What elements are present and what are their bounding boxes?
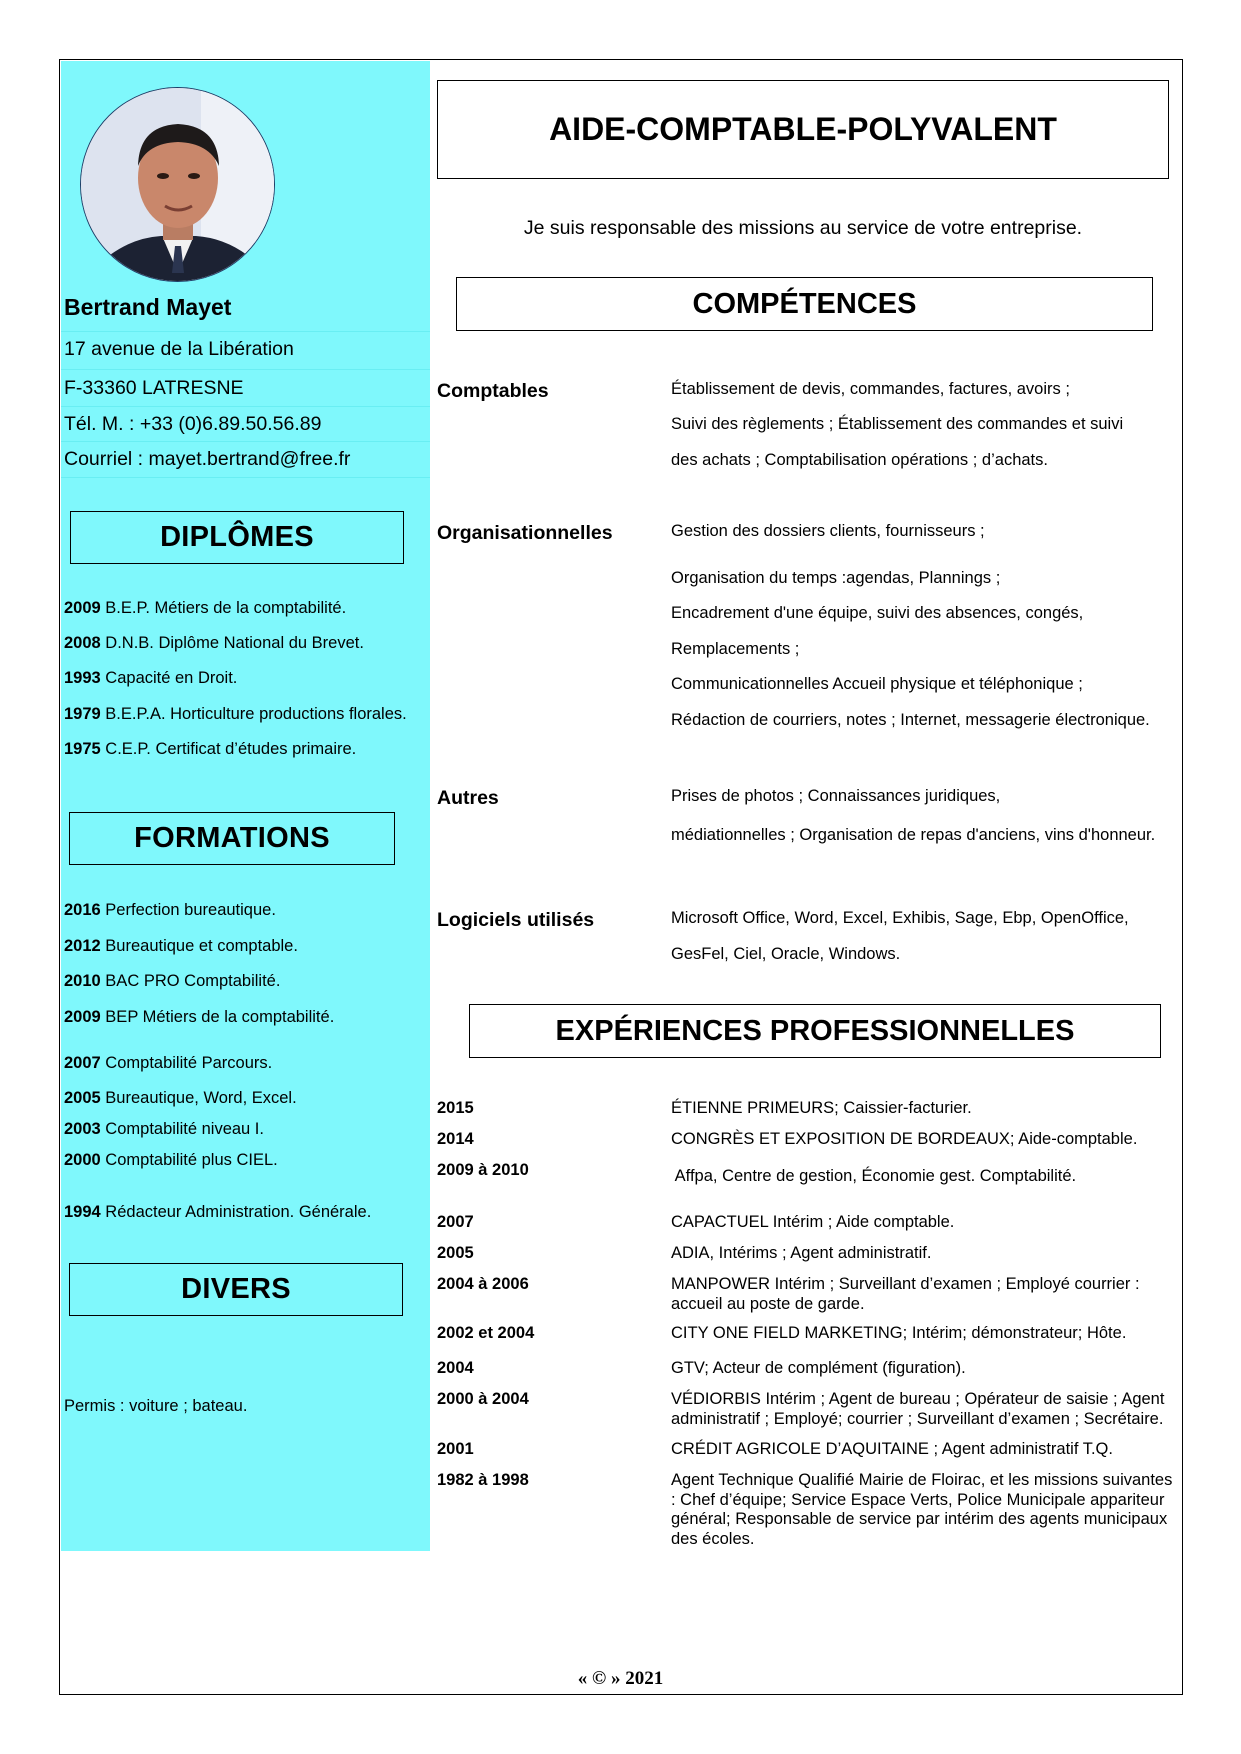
tagline: Je suis responsable des missions au service de votre entreprise. — [523, 217, 1083, 239]
experience-description: Affpa, Centre de gestion, Économie gest. Comptabilité. — [671, 1167, 1077, 1185]
experiences-heading: EXPÉRIENCES PROFESSIONNELLES — [469, 1004, 1161, 1058]
competence-category: Comptables — [437, 380, 549, 402]
profile-name: Bertrand Mayet — [64, 294, 232, 320]
competence-detail: Prises de photos ; Connaissances juridiques, — [671, 787, 1001, 805]
competence-category: Organisationnelles — [437, 522, 613, 544]
job-title: AIDE-COMPTABLE-POLYVALENT — [437, 80, 1169, 179]
experience-description: VÉDIORBIS Intérim ; Agent de bureau ; Opérateur de saisie ; Agent administratif ; Employé; courrier ; Surveillant d’examen ; Secrétaire. — [671, 1390, 1165, 1428]
experience-description: CONGRÈS ET EXPOSITION DE BORDEAUX; Aide-comptable. — [671, 1130, 1138, 1148]
experience-description: CITY ONE FIELD MARKETING; Intérim; démonstrateur; Hôte. — [671, 1324, 1127, 1342]
experience-description: ADIA, Intérims ; Agent administratif. — [671, 1244, 932, 1262]
diplome-item: 2008 D.N.B. Diplôme National du Brevet. — [64, 634, 364, 652]
diplome-item: 1975 C.E.P. Certificat d’études primaire. — [64, 740, 357, 758]
sidebar-divider — [61, 331, 430, 332]
divers-heading: DIVERS — [69, 1263, 403, 1316]
formation-item: 2012 Bureautique et comptable. — [64, 937, 298, 955]
competence-detail: Établissement de devis, commandes, factures, avoirs ; — [671, 380, 1070, 398]
competence-detail: GesFel, Ciel, Oracle, Windows. — [671, 945, 901, 963]
divers-text: Permis : voiture ; bateau. — [64, 1397, 248, 1415]
competence-category: Logiciels utilisés — [437, 909, 595, 931]
sidebar-divider — [61, 441, 430, 442]
address-line-2: F-33360 LATRESNE — [64, 377, 244, 399]
formation-item: 2016 Perfection bureautique. — [64, 901, 276, 919]
experience-year: 2001 — [437, 1440, 474, 1458]
diplome-item: 1979 B.E.P.A. Horticulture productions florales. — [64, 705, 407, 723]
formation-item: 2003 Comptabilité niveau I. — [64, 1120, 264, 1138]
formation-item: 1994 Rédacteur Administration. Générale. — [64, 1203, 372, 1221]
experience-description: ÉTIENNE PRIMEURS; Caissier-facturier. — [671, 1099, 972, 1117]
experience-description: GTV; Acteur de complément (figuration). — [671, 1359, 966, 1377]
competence-detail: Microsoft Office, Word, Excel, Exhibis, Sage, Ebp, OpenOffice, — [671, 909, 1129, 927]
sidebar — [61, 61, 430, 1551]
avatar — [80, 87, 275, 282]
experience-year: 2009 à 2010 — [437, 1161, 529, 1179]
experience-description: CAPACTUEL Intérim ; Aide comptable. — [671, 1213, 955, 1231]
sidebar-divider — [61, 406, 430, 407]
competence-detail: Gestion des dossiers clients, fournisseurs ; — [671, 522, 985, 540]
experience-year: 1982 à 1998 — [437, 1471, 529, 1489]
experience-description: CRÉDIT AGRICOLE D’AQUITAINE ; Agent administratif T.Q. — [671, 1440, 1113, 1458]
email-address: Courriel : mayet.bertrand@free.fr — [64, 448, 351, 470]
experience-year: 2004 à 2006 — [437, 1275, 529, 1293]
portrait-photo — [81, 88, 275, 282]
experience-year: 2007 — [437, 1213, 474, 1231]
competence-detail: Communicationnelles Accueil physique et téléphonique ; — [671, 675, 1083, 693]
copyright-footer: « © » 2021 — [577, 1668, 664, 1689]
competence-detail: médiationnelles ; Organisation de repas d'anciens, vins d'honneur. — [671, 826, 1156, 844]
competence-detail: des achats ; Comptabilisation opérations ; d’achats. — [671, 451, 1048, 469]
experience-year: 2005 — [437, 1244, 474, 1262]
formations-heading: FORMATIONS — [69, 812, 395, 865]
experience-year: 2000 à 2004 — [437, 1390, 529, 1408]
experience-year: 2004 — [437, 1359, 474, 1377]
phone-number: Tél. M. : +33 (0)6.89.50.56.89 — [64, 413, 322, 435]
diplome-item: 2009 B.E.P. Métiers de la comptabilité. — [64, 599, 347, 617]
experience-year: 2015 — [437, 1099, 474, 1117]
experience-year: 2002 et 2004 — [437, 1324, 535, 1342]
competences-heading: COMPÉTENCES — [456, 277, 1153, 331]
experience-description: Agent Technique Qualifié Mairie de Floirac, et les missions suivantes : Chef d’équipe; Service Espace Verts, Police Municipale appariteur général; Responsable de service par intérim des agents municipaux des écoles. — [671, 1471, 1173, 1548]
address-line-1: 17 avenue de la Libération — [64, 338, 294, 360]
competence-detail: Rédaction de courriers, notes ; Internet, messagerie électronique. — [671, 711, 1150, 729]
competence-detail: Remplacements ; — [671, 640, 800, 658]
formation-item: 2000 Comptabilité plus CIEL. — [64, 1151, 278, 1169]
diplomes-heading: DIPLÔMES — [70, 511, 404, 564]
diplome-item: 1993 Capacité en Droit. — [64, 669, 238, 687]
formation-item: 2009 BEP Métiers de la comptabilité. — [64, 1008, 335, 1026]
competence-detail: Encadrement d'une équipe, suivi des absences, congés, — [671, 604, 1084, 622]
formation-item: 2007 Comptabilité Parcours. — [64, 1054, 273, 1072]
formation-item: 2005 Bureautique, Word, Excel. — [64, 1089, 297, 1107]
competence-detail: Organisation du temps :agendas, Plannings ; — [671, 569, 1001, 587]
sidebar-divider — [61, 477, 430, 478]
experience-year: 2014 — [437, 1130, 474, 1148]
experience-description: MANPOWER Intérim ; Surveillant d’examen ; Employé courrier : accueil au poste de garde. — [671, 1275, 1140, 1313]
competence-detail: Suivi des règlements ; Établissement des commandes et suivi — [671, 415, 1124, 433]
competence-category: Autres — [437, 787, 499, 809]
formation-item: 2010 BAC PRO Comptabilité. — [64, 972, 281, 990]
sidebar-divider — [61, 369, 430, 370]
